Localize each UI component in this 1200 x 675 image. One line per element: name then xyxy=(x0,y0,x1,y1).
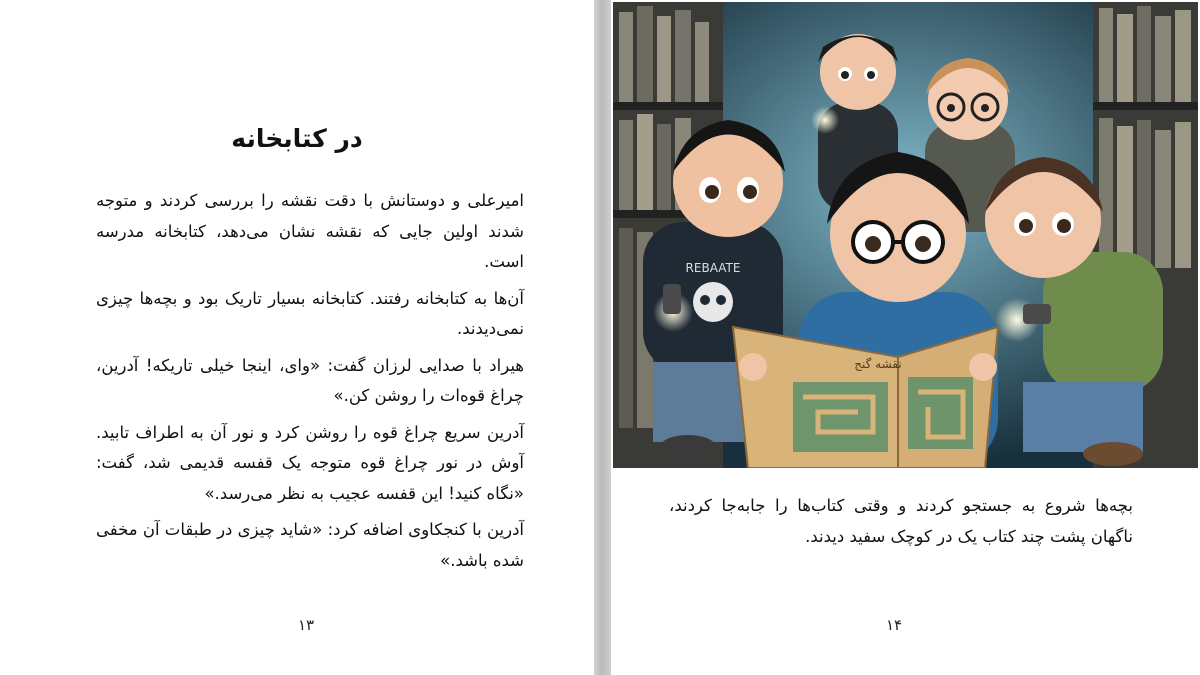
page-number: ۱۴ xyxy=(886,616,903,634)
paragraph: آدرین سریع چراغ قوه را روشن کرد و نور آن به اطراف تابید. آوش در نور چراغ قوه متوجه یک قفسه قدیمی شد، گفت: «نگاه کنید! این قفسه عجیب به نظر می‌رسد.» xyxy=(96,422,524,503)
map-label: نقشه گنج xyxy=(854,357,902,371)
right-page xyxy=(611,0,1200,675)
shirt-text: REBAATE xyxy=(685,261,741,275)
chapter-title: در کتابخانه xyxy=(231,124,363,153)
paragraph: آدرین با کنجکاوی اضافه کرد: «شاید چیزی در طبقات آن مخفی شده باشد.» xyxy=(96,520,524,570)
left-page xyxy=(0,0,594,675)
paragraph: امیرعلی و دوستانش با دقت نقشه را بررسی کردند و متوجه شدند اولین جایی که نقشه نشان می‌دهد، کتابخانه مدرسه است. xyxy=(96,191,524,271)
paragraph: هیراد با صدایی لرزان گفت: «وای، اینجا خیلی تاریکه! آدرین، چراغ قوه‌ات را روشن کن.» xyxy=(96,355,524,405)
paragraph: آن‌ها به کتابخانه رفتند. کتابخانه بسیار تاریک بود و بچه‌ها چیزی نمی‌دیدند. xyxy=(96,288,524,338)
chapter-body xyxy=(96,186,524,582)
story-illustration xyxy=(613,2,1198,468)
illustration-caption: بچه‌ها شروع به جستجو کردند و وقتی کتاب‌ها را جابه‌جا کردند، ناگهان پشت چند کتاب یک در کوچک سفید دیدند. xyxy=(669,496,1133,546)
book-gutter xyxy=(594,0,611,675)
page-number: ۱۳ xyxy=(298,616,315,634)
illustration-svg xyxy=(613,2,1198,468)
